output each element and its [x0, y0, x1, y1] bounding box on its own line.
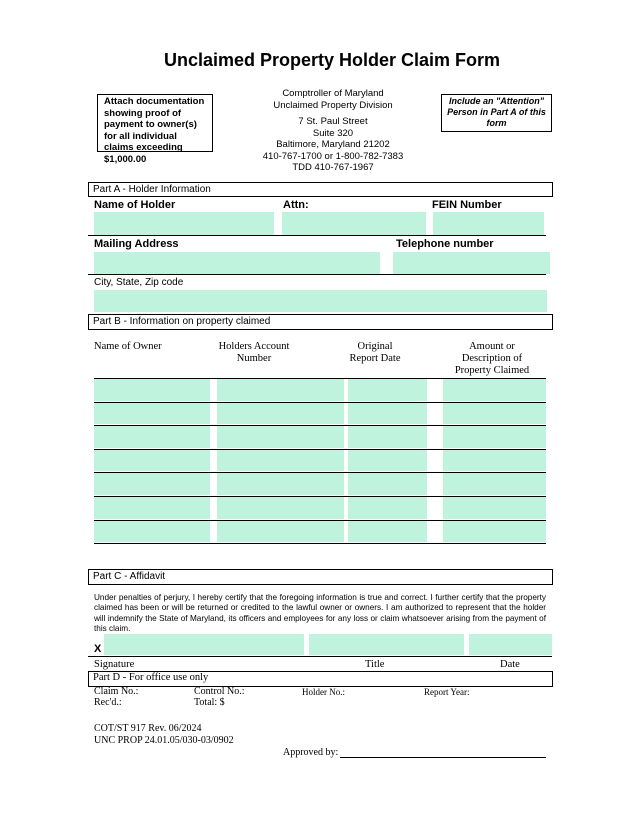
- table-row-line: [94, 496, 546, 497]
- date-label: Date: [500, 659, 520, 670]
- attn-field[interactable]: [282, 212, 426, 235]
- table-row-line: [94, 472, 546, 473]
- divider: [88, 235, 546, 236]
- agency-line: Comptroller of Maryland: [282, 88, 384, 99]
- title-field[interactable]: [309, 634, 464, 655]
- claim-cell[interactable]: [217, 473, 344, 495]
- city-state-zip-field[interactable]: [94, 290, 547, 312]
- claim-cell[interactable]: [217, 379, 344, 401]
- agency-line: Unclaimed Property Division: [273, 99, 393, 111]
- divider: [88, 274, 546, 275]
- title-label: Title: [365, 659, 385, 670]
- mailing-address-label: Mailing Address: [94, 238, 179, 250]
- claim-cell[interactable]: [217, 426, 344, 448]
- agency-line: TDD 410-767-1967: [292, 162, 374, 173]
- part-a-header: Part A - Holder Information: [88, 182, 553, 197]
- claim-cell[interactable]: [443, 450, 546, 472]
- documentation-notice: Attach documentation showing proof of payment to owner(s) for all individual claims exceeding $1,000.00: [97, 94, 213, 152]
- claim-cell[interactable]: [348, 497, 427, 519]
- claim-cell[interactable]: [348, 450, 427, 472]
- part-b-header: Part B - Information on property claimed: [88, 314, 553, 330]
- signature-x-mark: X: [94, 643, 102, 655]
- claim-cell[interactable]: [94, 497, 210, 519]
- date-field[interactable]: [469, 634, 552, 655]
- table-row-line: [94, 378, 546, 379]
- form-title: Unclaimed Property Holder Claim Form: [163, 50, 501, 70]
- claim-cell[interactable]: [217, 521, 344, 543]
- name-of-holder-field[interactable]: [94, 212, 274, 235]
- approved-by-line: [340, 757, 546, 758]
- total-label: Total: $: [194, 697, 225, 708]
- approved-by-label: Approved by:: [283, 747, 339, 758]
- claim-cell[interactable]: [217, 497, 344, 519]
- claim-cell[interactable]: [443, 426, 546, 448]
- fein-field[interactable]: [433, 212, 544, 235]
- agency-line: 410-767-1700 or 1-800-782-7383: [262, 150, 404, 162]
- claim-cell[interactable]: [348, 403, 427, 425]
- claim-cell[interactable]: [94, 521, 210, 543]
- agency-line: 7 St. Paul Street: [298, 116, 368, 127]
- claim-cell[interactable]: [217, 450, 344, 472]
- claim-cell[interactable]: [443, 403, 546, 425]
- table-row-line: [94, 449, 546, 450]
- claim-no-label: Claim No.:: [94, 686, 139, 697]
- claim-cell[interactable]: [94, 426, 210, 448]
- claim-cell[interactable]: [443, 473, 546, 495]
- report-year-label: Report Year:: [424, 687, 470, 697]
- fein-label: FEIN Number: [432, 199, 502, 211]
- claim-cell[interactable]: [94, 473, 210, 495]
- part-d-header: Part D - For office use only: [88, 671, 553, 687]
- mailing-address-field[interactable]: [94, 252, 380, 274]
- claim-cell[interactable]: [348, 473, 427, 495]
- table-row-line: [94, 402, 546, 403]
- claim-cell[interactable]: [217, 403, 344, 425]
- column-header-account: Holders Account Number: [218, 341, 290, 364]
- recd-label: Rec'd.:: [94, 697, 122, 708]
- table-row-line: [94, 520, 546, 521]
- claim-cell[interactable]: [443, 379, 546, 401]
- control-no-label: Control No.:: [194, 686, 245, 697]
- signature-label: Signature: [94, 659, 135, 670]
- affidavit-text: Under penalties of perjury, I hereby certify that the foregoing information is true and correct. I further certify that the property claimed has been or will be returned or credited to the lawful owner or owners. I am authorized to represent that the holder will indemnify the State of Maryland, its officers and employees for any loss or claim whatsoever arising from the payment of this claim.: [94, 593, 546, 633]
- claim-cell[interactable]: [348, 426, 427, 448]
- telephone-label: Telephone number: [396, 238, 494, 250]
- table-row-line: [94, 543, 546, 544]
- claim-cell[interactable]: [94, 379, 210, 401]
- claim-cell[interactable]: [443, 497, 546, 519]
- attn-label: Attn:: [283, 199, 309, 211]
- column-header-report-date: Original Report Date: [349, 341, 401, 364]
- part-c-header: Part C - Affidavit: [88, 569, 553, 585]
- claim-cell[interactable]: [348, 521, 427, 543]
- attention-notice: Include an "Attention" Person in Part A of this form: [441, 94, 552, 132]
- claim-cell[interactable]: [94, 403, 210, 425]
- agency-address: [250, 88, 416, 174]
- table-row-line: [94, 425, 546, 426]
- agency-line: Baltimore, Maryland 21202: [276, 139, 390, 150]
- telephone-field[interactable]: [393, 252, 550, 274]
- claim-cell[interactable]: [94, 450, 210, 472]
- unc-prop-code: UNC PROP 24.01.05/030-03/0902: [94, 735, 234, 746]
- city-state-zip-label: City, State, Zip code: [94, 277, 184, 288]
- column-header-amount: Amount or Description of Property Claimed: [454, 341, 530, 376]
- signature-line: [88, 656, 552, 657]
- claim-cell[interactable]: [443, 521, 546, 543]
- agency-line: Suite 320: [312, 127, 354, 139]
- signature-field[interactable]: [104, 634, 304, 655]
- claim-cell[interactable]: [348, 379, 427, 401]
- holder-no-label: Holder No.:: [302, 687, 345, 697]
- form-number: COT/ST 917 Rev. 06/2024: [94, 723, 202, 734]
- column-header-owner: Name of Owner: [94, 341, 162, 352]
- name-of-holder-label: Name of Holder: [94, 199, 176, 211]
